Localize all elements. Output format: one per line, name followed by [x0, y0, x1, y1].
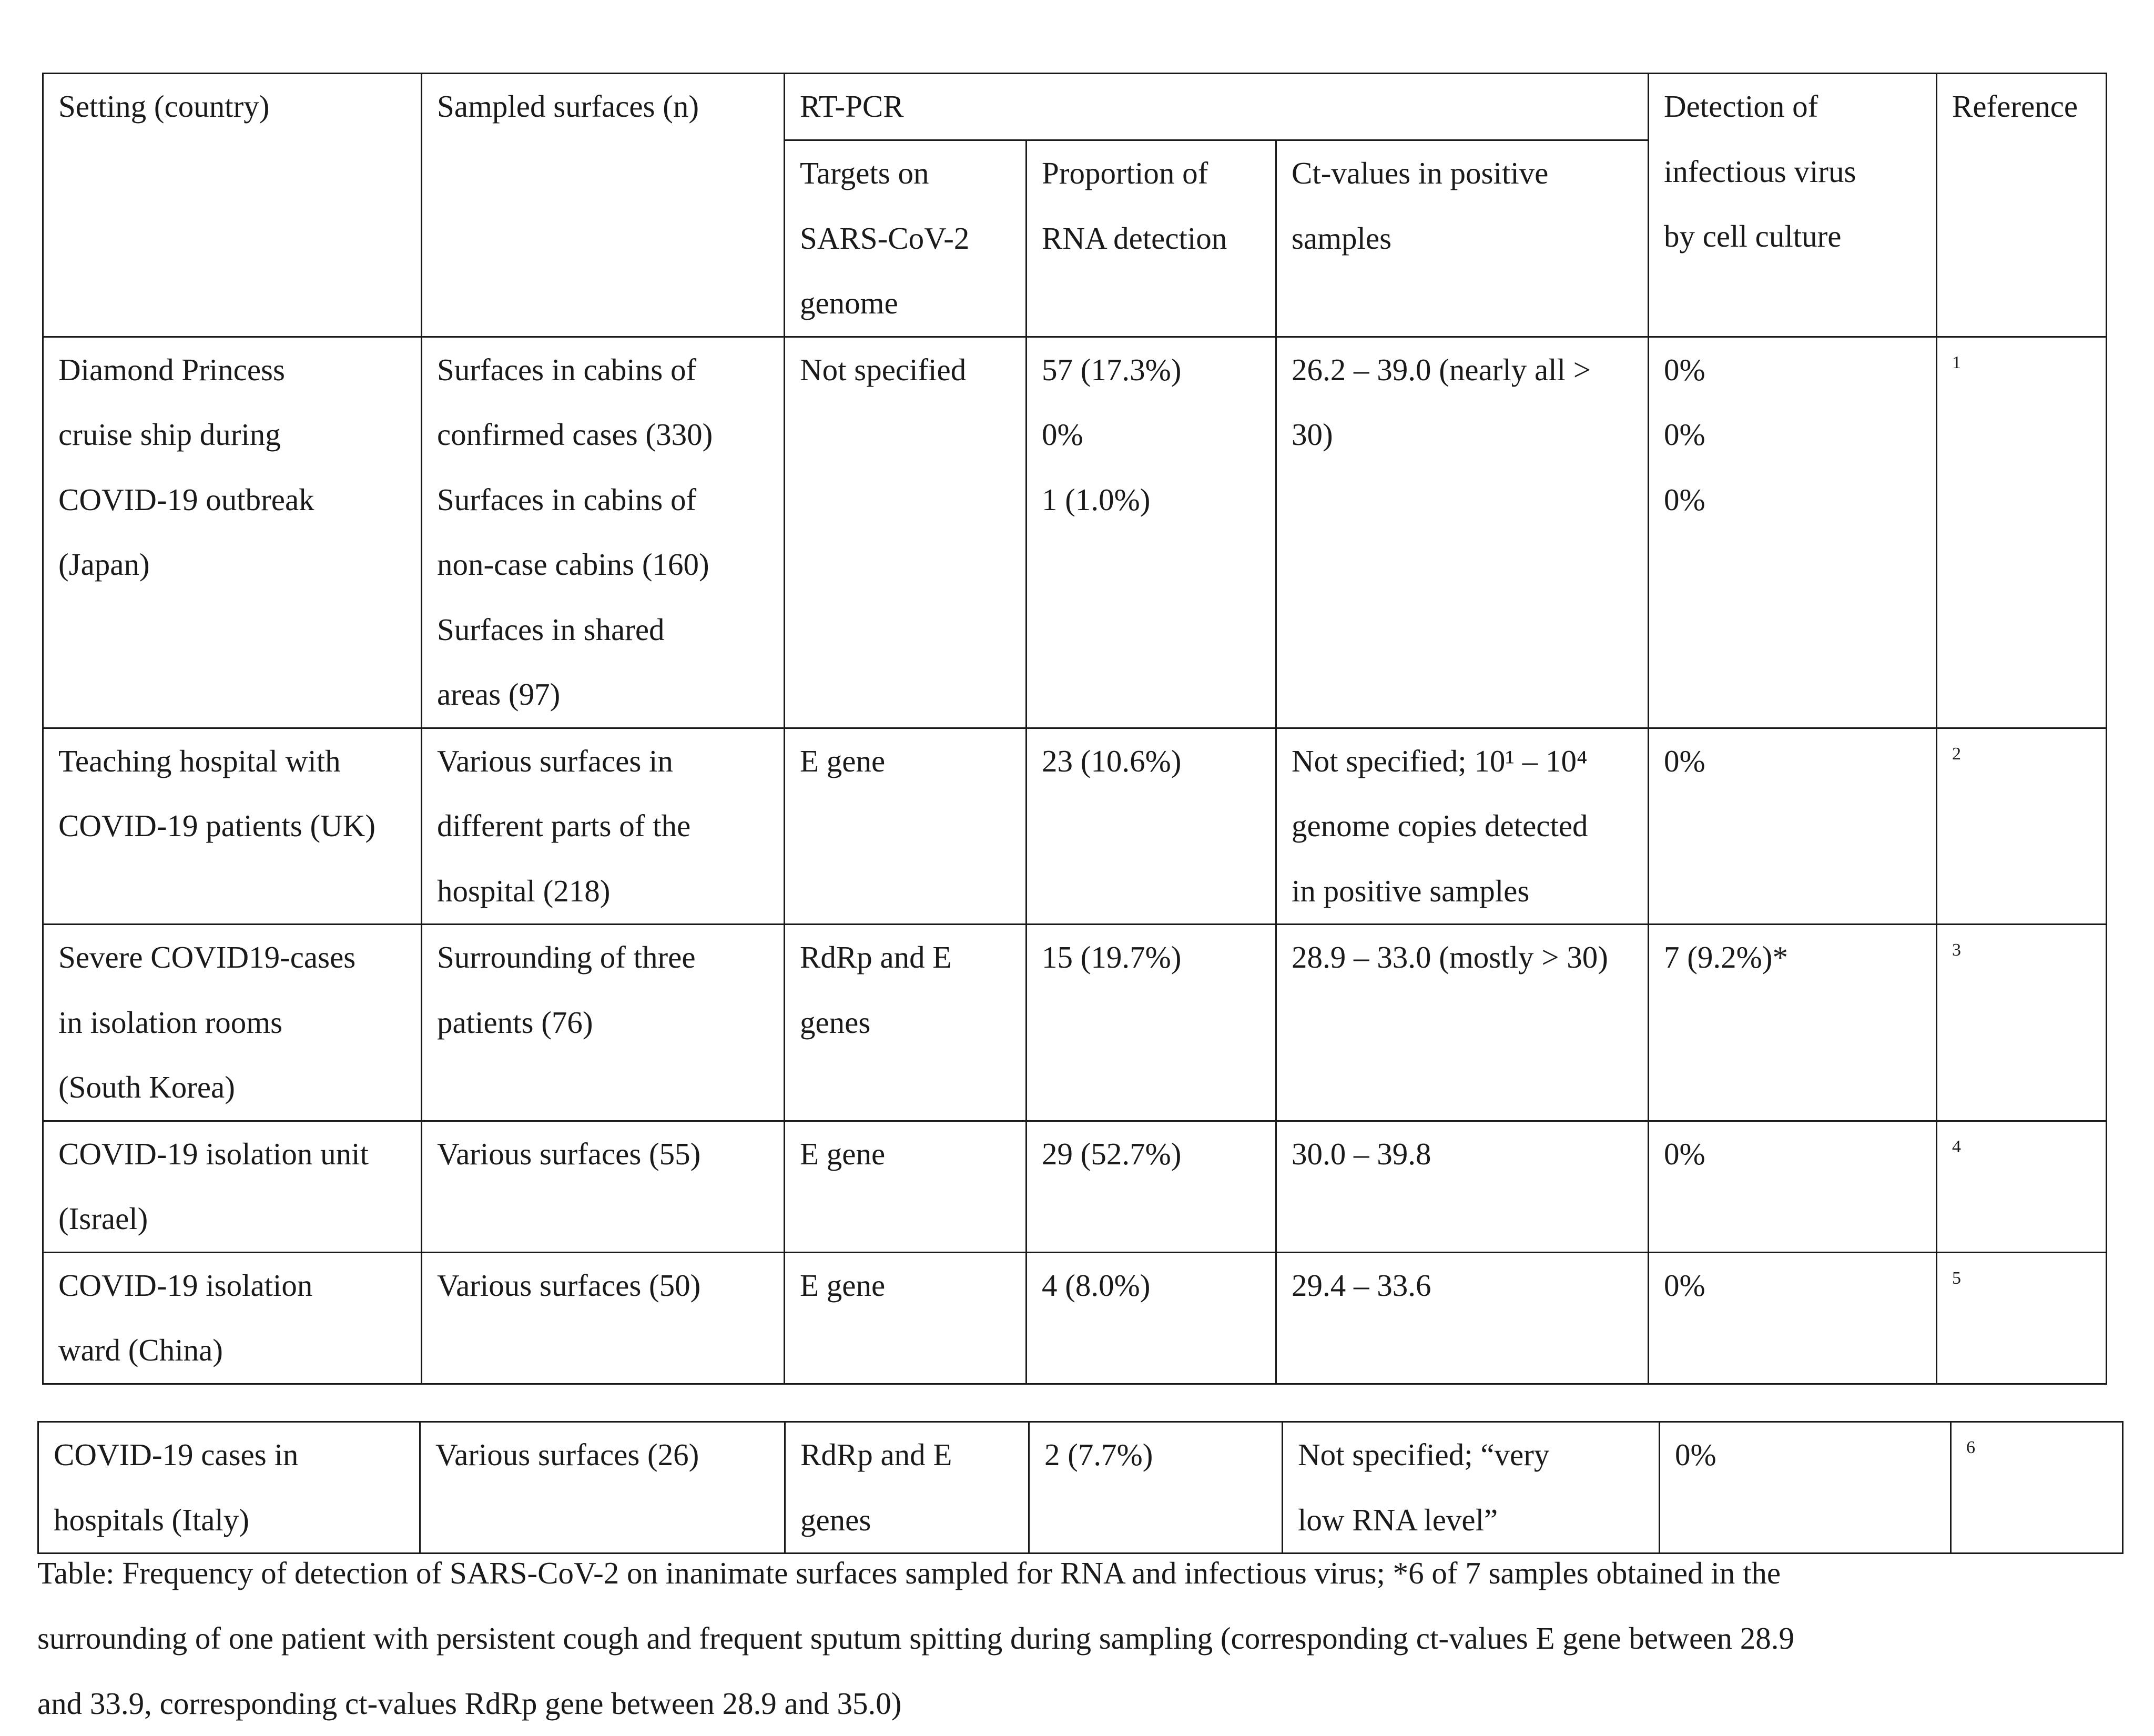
table-row	[38, 1422, 2123, 1554]
header-ct-values: Ct-values in positive samples	[1276, 140, 1649, 337]
cell-sampled: Surrounding of three patients (76)	[422, 925, 785, 1121]
cell-reference	[1951, 1422, 2123, 1554]
reference-number: 1	[1952, 352, 1961, 372]
table-row	[43, 728, 2107, 925]
cell-ct-values: Not specified; “very low RNA level”	[1283, 1422, 1660, 1554]
table-row	[43, 1121, 2107, 1252]
cell-proportion: 15 (19.7%)	[1027, 925, 1276, 1121]
cell-ct-values: Not specified; 10¹ – 10⁴ genome copies detected in positive samples	[1276, 728, 1649, 925]
table-caption	[37, 1540, 2120, 1736]
cell-proportion: 57 (17.3%) 0% 1 (1.0%)	[1027, 337, 1276, 728]
reference-number: 2	[1952, 744, 1961, 764]
cell-targets: Not specified	[785, 337, 1027, 728]
caption-line: and 33.9, corresponding ct-values RdRp gene between 28.9 and 35.0)	[37, 1686, 902, 1721]
cell-targets: RdRp and E genes	[785, 925, 1027, 1121]
caption-line: Table: Frequency of detection of SARS-CoV-2 on inanimate surfaces sampled for RNA and infectious virus; *6 of 7 samples obtained in the	[37, 1556, 1781, 1590]
reference-number: 6	[1966, 1438, 1975, 1457]
header-row-top	[43, 74, 2107, 140]
cell-ct-values: 30.0 – 39.8	[1276, 1121, 1649, 1252]
cell-detection: 0%	[1660, 1422, 1951, 1554]
caption-line: surrounding of one patient with persistent cough and frequent sputum spitting during sampling (corresponding ct-values E gene between 28.9	[37, 1621, 1794, 1656]
cell-setting: Teaching hospital with COVID-19 patients (UK)	[43, 728, 422, 925]
cell-reference	[1937, 1252, 2107, 1384]
cell-reference	[1937, 925, 2107, 1121]
cell-targets: E gene	[785, 1121, 1027, 1252]
header-rt-pcr: RT-PCR	[785, 74, 1649, 140]
cell-reference	[1937, 337, 2107, 728]
cell-setting: Diamond Princess cruise ship during COVID-19 outbreak (Japan)	[43, 337, 422, 728]
cell-reference	[1937, 1121, 2107, 1252]
cell-detection: 0%	[1649, 1252, 1937, 1384]
reference-number: 4	[1952, 1136, 1961, 1156]
header-reference: Reference	[1937, 74, 2107, 337]
cell-detection: 0% 0% 0%	[1649, 337, 1937, 728]
cell-setting: COVID-19 isolation ward (China)	[43, 1252, 422, 1384]
cell-proportion: 23 (10.6%)	[1027, 728, 1276, 925]
header-proportion: Proportion of RNA detection	[1027, 140, 1276, 337]
cell-sampled: Various surfaces in different parts of the hospital (218)	[422, 728, 785, 925]
cell-sampled: Various surfaces (26)	[420, 1422, 785, 1554]
table-row	[43, 1252, 2107, 1384]
cell-proportion: 4 (8.0%)	[1027, 1252, 1276, 1384]
table-row	[43, 925, 2107, 1121]
cell-setting: COVID-19 cases in hospitals (Italy)	[38, 1422, 420, 1554]
cell-targets: E gene	[785, 728, 1027, 925]
cell-setting: COVID-19 isolation unit (Israel)	[43, 1121, 422, 1252]
surface-detection-table-continued	[37, 1421, 2123, 1554]
cell-targets: E gene	[785, 1252, 1027, 1384]
cell-ct-values: 28.9 – 33.0 (mostly > 30)	[1276, 925, 1649, 1121]
header-setting: Setting (country)	[43, 74, 422, 337]
cell-setting: Severe COVID19-cases in isolation rooms (South Korea)	[43, 925, 422, 1121]
cell-detection: 0%	[1649, 728, 1937, 925]
reference-number: 5	[1952, 1268, 1961, 1288]
header-detection: Detection of infectious virus by cell culture	[1649, 74, 1937, 337]
cell-reference	[1937, 728, 2107, 925]
reference-number: 3	[1952, 940, 1961, 960]
cell-proportion: 29 (52.7%)	[1027, 1121, 1276, 1252]
table-row	[43, 337, 2107, 728]
cell-sampled: Various surfaces (55)	[422, 1121, 785, 1252]
header-sampled-surfaces: Sampled surfaces (n)	[422, 74, 785, 337]
cell-sampled: Surfaces in cabins of confirmed cases (330) Surfaces in cabins of non-case cabins (160) Surfaces in shared areas (97)	[422, 337, 785, 728]
surface-detection-table	[42, 73, 2107, 1385]
header-targets: Targets on SARS-CoV-2 genome	[785, 140, 1027, 337]
cell-ct-values: 29.4 – 33.6	[1276, 1252, 1649, 1384]
cell-targets: RdRp and E genes	[785, 1422, 1029, 1554]
cell-sampled: Various surfaces (50)	[422, 1252, 785, 1384]
cell-ct-values: 26.2 – 39.0 (nearly all > 30)	[1276, 337, 1649, 728]
cell-detection: 7 (9.2%)*	[1649, 925, 1937, 1121]
cell-detection: 0%	[1649, 1121, 1937, 1252]
cell-proportion: 2 (7.7%)	[1029, 1422, 1283, 1554]
